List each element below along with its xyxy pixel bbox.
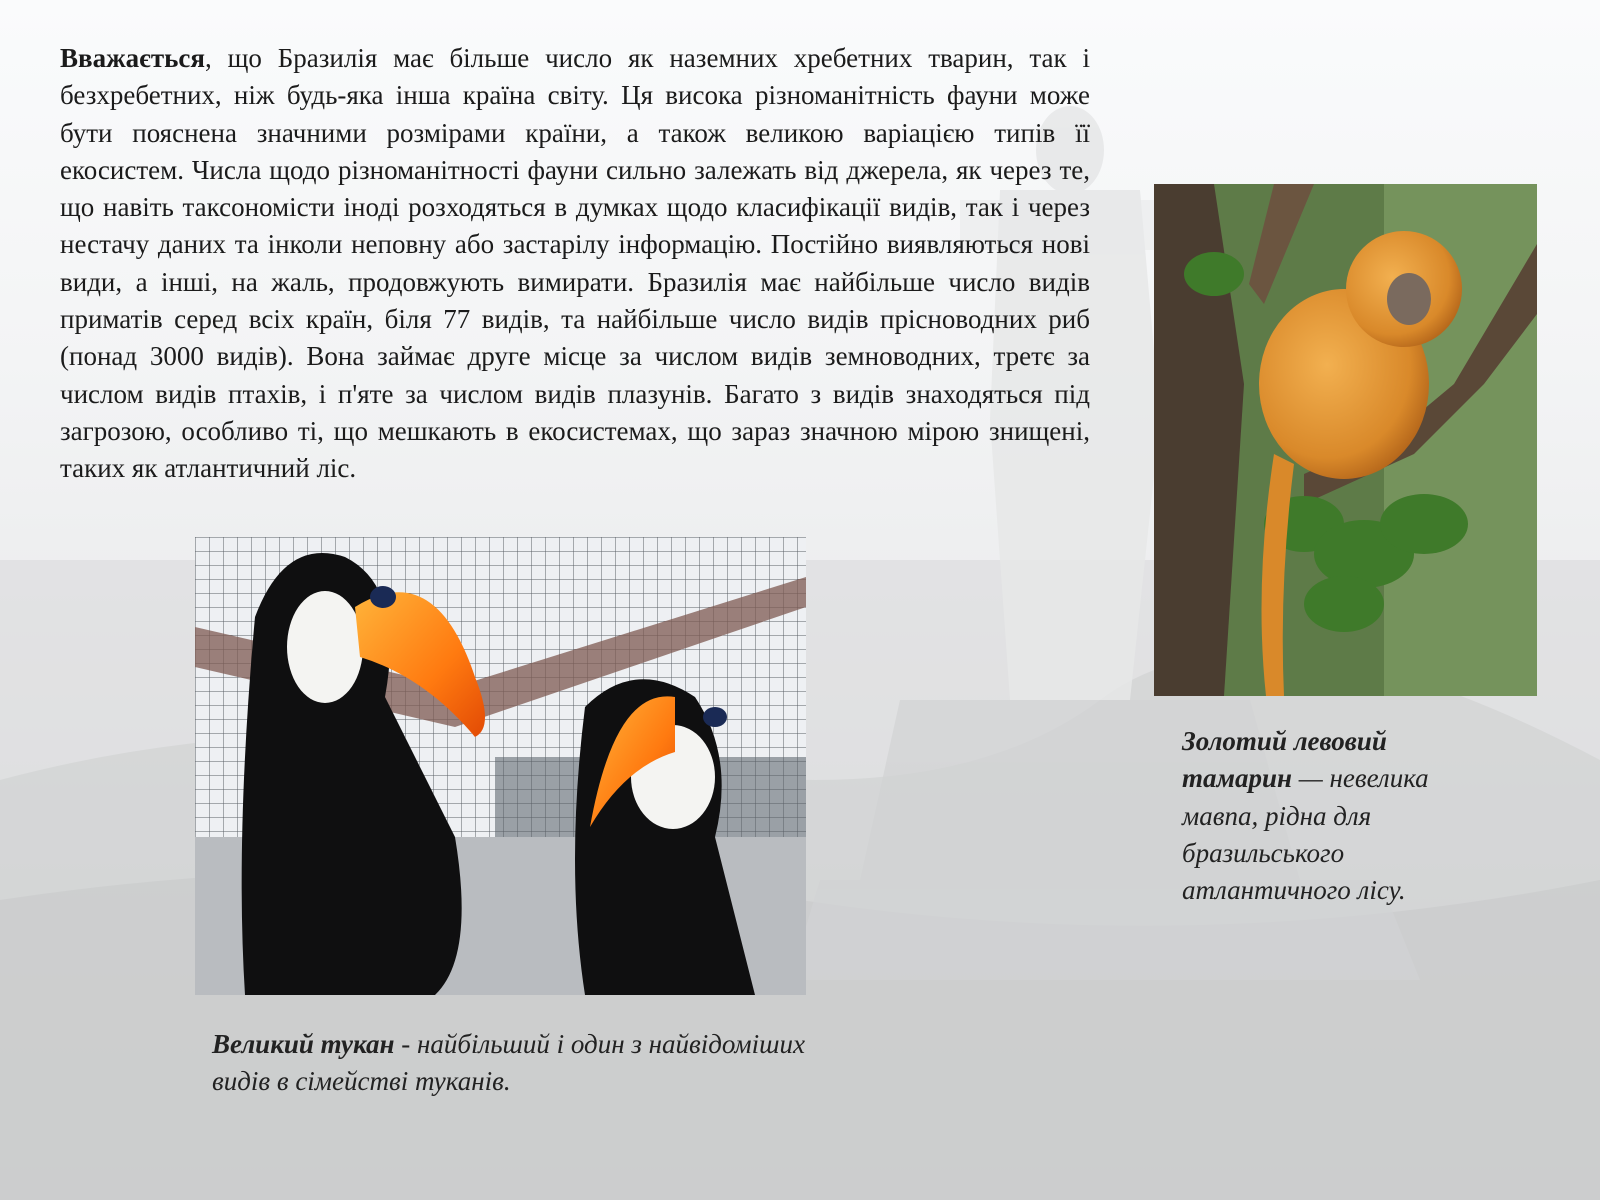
main-paragraph-lead: Вважається <box>60 43 205 73</box>
tamarin-caption <box>1182 723 1502 909</box>
tamarin-caption-text: — невелика мавпа, рідна для бразильського атлантичного лісу. <box>1182 763 1429 906</box>
tamarin-photo <box>1154 184 1537 696</box>
toucan-caption <box>212 1026 832 1101</box>
toucan-photo <box>195 537 806 995</box>
toucan-caption-text: - найбільший і один з найвідоміших видів в сімействі туканів. <box>212 1029 805 1097</box>
tamarin-caption-title: Золотий левовий тамарин <box>1182 726 1387 794</box>
main-paragraph <box>60 40 1090 488</box>
main-paragraph-body: , що Бразилія має більше число як наземних хребетних тварин, так і безхребетних, ніж будь-яка інша країна світу. Ця висока різноманітність фауни може бути пояснена значними розмірами країни, а також великою варіацією типів її екосистем. Числа щодо різноманітності фауни сильно залежать від джерела, як через те, що навіть таксономісти іноді розходяться в думках щодо класифікації видів, так і через нестачу даних та інколи неповну або застарілу інформацію. Постійно виявляються нові види, а інші, на жаль, продовжують вимирати. Бразилія має найбільше число видів приматів серед всіх країн, біля 77 видів, та найбільше число видів прісноводних риб (понад 3000 видів). Вона займає друге місце за числом видів земноводних, третє за числом видів птахів, і п'яте за числом видів плазунів. Багато з видів знаходяться під загрозою, особливо ті, що мешкають в екосистемах, що зараз значною мірою знищені, таких як атлантичний ліс. <box>60 43 1090 484</box>
toucan-caption-title: Великий тукан <box>212 1029 395 1059</box>
